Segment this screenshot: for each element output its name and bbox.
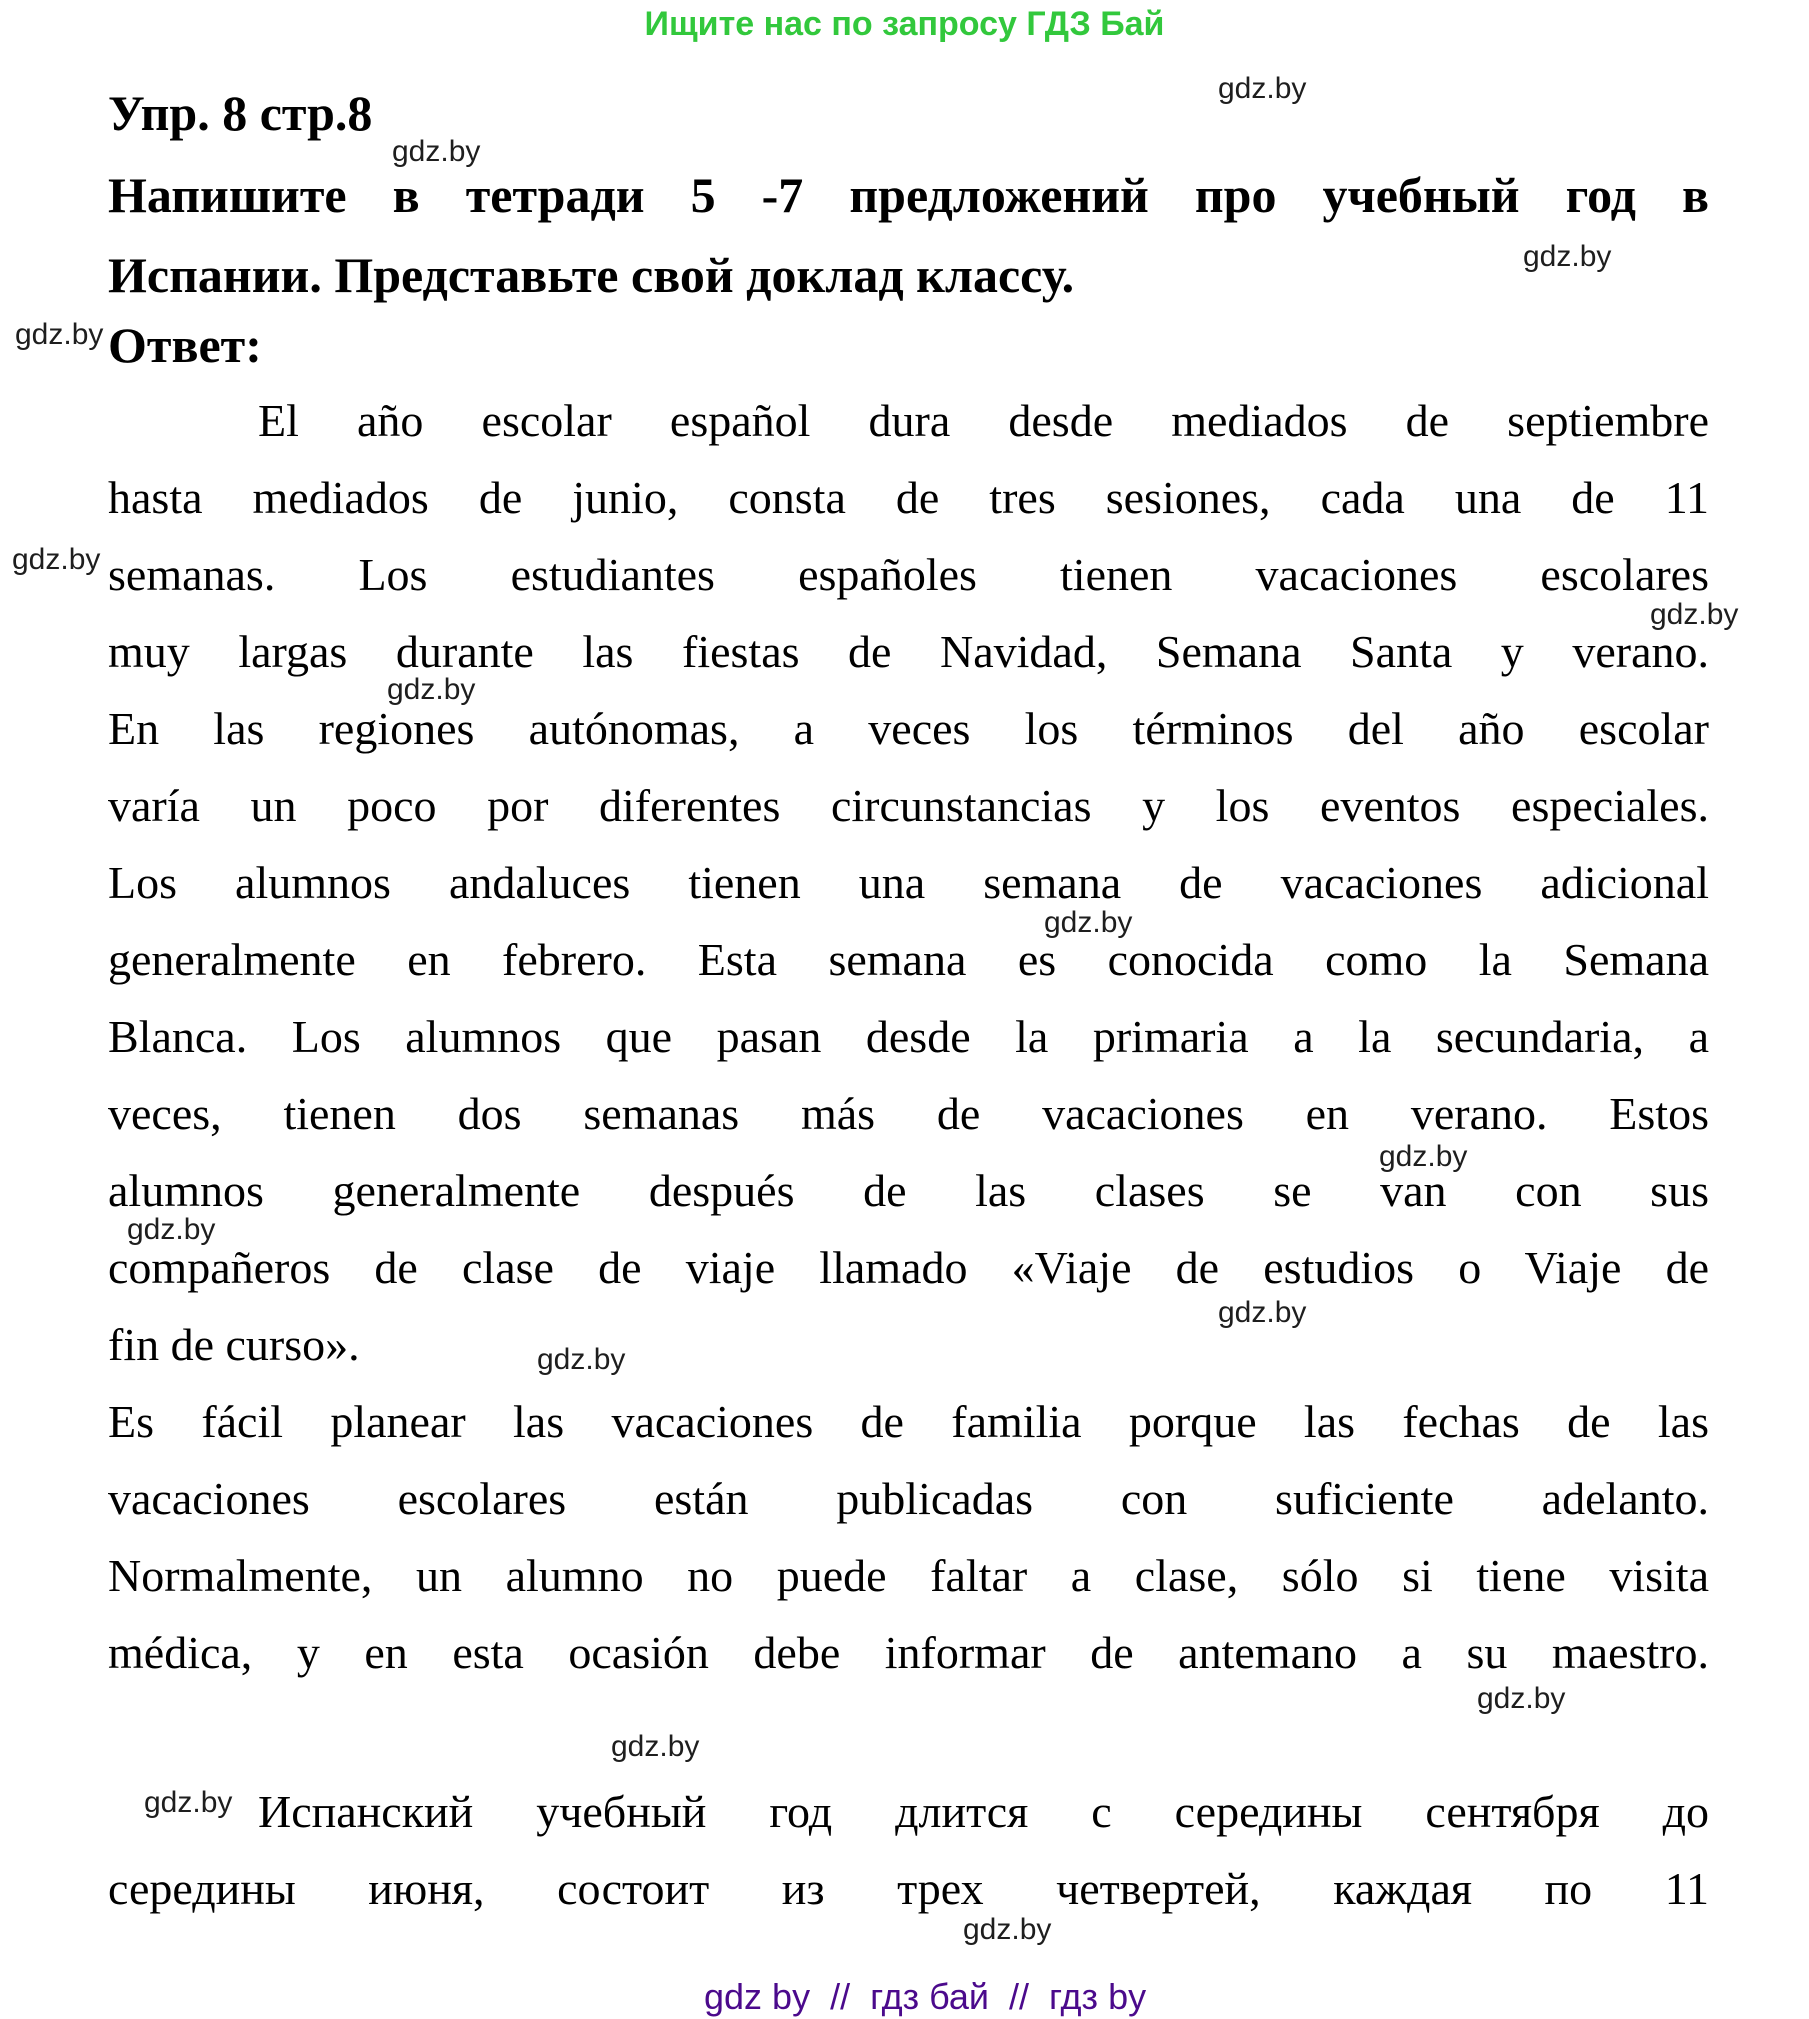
answer-line: El año escolar español dura desde mediados de septiembre bbox=[258, 395, 1709, 446]
answer-paragraph bbox=[108, 382, 1709, 1383]
task-text-line-2: Испании. Представьте свой доклад классу. bbox=[108, 247, 1075, 303]
gdz-watermark: gdz.by bbox=[387, 673, 476, 706]
answer-line: muy largas durante las fiestas de Navidad, Semana Santa y verano. bbox=[108, 626, 1709, 677]
answer-line: médica, y en esta ocasión debe informar de antemano a su maestro. bbox=[108, 1627, 1709, 1678]
promo-banner: Ищите нас по запросу ГДЗ Бай bbox=[644, 5, 1165, 43]
answer-line: varía un poco por diferentes circunstancias y los eventos especiales. bbox=[108, 780, 1709, 831]
gdz-watermark: gdz.by bbox=[537, 1343, 626, 1376]
gdz-watermark: gdz.by bbox=[392, 135, 481, 168]
answer-text bbox=[108, 382, 1709, 1927]
exercise-title: Упр. 8 стр.8 bbox=[108, 85, 373, 141]
task-text bbox=[108, 155, 1709, 315]
gdz-watermark: gdz.by bbox=[1218, 72, 1307, 105]
answer-line: hasta mediados de junio, consta de tres sesiones, cada una de 11 bbox=[108, 472, 1709, 523]
gdz-watermark: gdz.by bbox=[963, 1913, 1052, 1946]
gdz-watermark: gdz.by bbox=[127, 1213, 216, 1246]
footer-links: gdz by // гдз бай // гдз by bbox=[704, 1976, 1147, 2017]
gdz-watermark: gdz.by bbox=[1379, 1140, 1468, 1173]
answer-paragraph bbox=[108, 1773, 1709, 1927]
gdz-watermark: gdz.by bbox=[1650, 598, 1739, 631]
answer-line: alumnos generalmente después de las clases se van con sus bbox=[108, 1165, 1709, 1216]
answer-label: Ответ: bbox=[108, 317, 262, 373]
answer-line: veces, tienen dos semanas más de vacaciones en verano. Estos bbox=[108, 1088, 1709, 1139]
task-text-line-1: Напишите в тетради 5 -7 предложений про учебный год в bbox=[108, 167, 1709, 223]
answer-paragraph bbox=[108, 1383, 1709, 1691]
gdz-watermark: gdz.by bbox=[1044, 906, 1133, 939]
answer-line: compañeros de clase de viaje llamado «Viaje de estudios o Viaje de bbox=[108, 1242, 1709, 1293]
answer-line: Los alumnos andaluces tienen una semana de vacaciones adicional bbox=[108, 857, 1709, 908]
answer-line: vacaciones escolares están publicadas con suficiente adelanto. bbox=[108, 1473, 1709, 1524]
gdz-watermark: gdz.by bbox=[144, 1786, 233, 1819]
gdz-watermark: gdz.by bbox=[15, 318, 104, 351]
answer-line: fin de curso». bbox=[108, 1319, 360, 1370]
gdz-watermark: gdz.by bbox=[1218, 1296, 1307, 1329]
answer-line: En las regiones autónomas, a veces los términos del año escolar bbox=[108, 703, 1709, 754]
gdz-watermark: gdz.by bbox=[1477, 1682, 1566, 1715]
answer-line: generalmente en febrero. Esta semana es conocida como la Semana bbox=[108, 934, 1709, 985]
answer-line: середины июня, состоит из трех четвертей, каждая по 11 bbox=[108, 1863, 1709, 1914]
answer-line: semanas. Los estudiantes españoles tienen vacaciones escolares bbox=[108, 549, 1709, 600]
answer-line: Es fácil planear las vacaciones de familia porque las fechas de las bbox=[108, 1396, 1709, 1447]
answer-line: Испанский учебный год длится с середины сентября до bbox=[258, 1786, 1709, 1837]
gdz-watermark: gdz.by bbox=[611, 1730, 700, 1763]
answer-line: Blanca. Los alumnos que pasan desde la primaria a la secundaria, a bbox=[108, 1011, 1709, 1062]
gdz-watermark: gdz.by bbox=[12, 543, 101, 576]
gdz-watermark: gdz.by bbox=[1523, 240, 1612, 273]
answer-line: Normalmente, un alumno no puede faltar a clase, sólo si tiene visita bbox=[108, 1550, 1709, 1601]
